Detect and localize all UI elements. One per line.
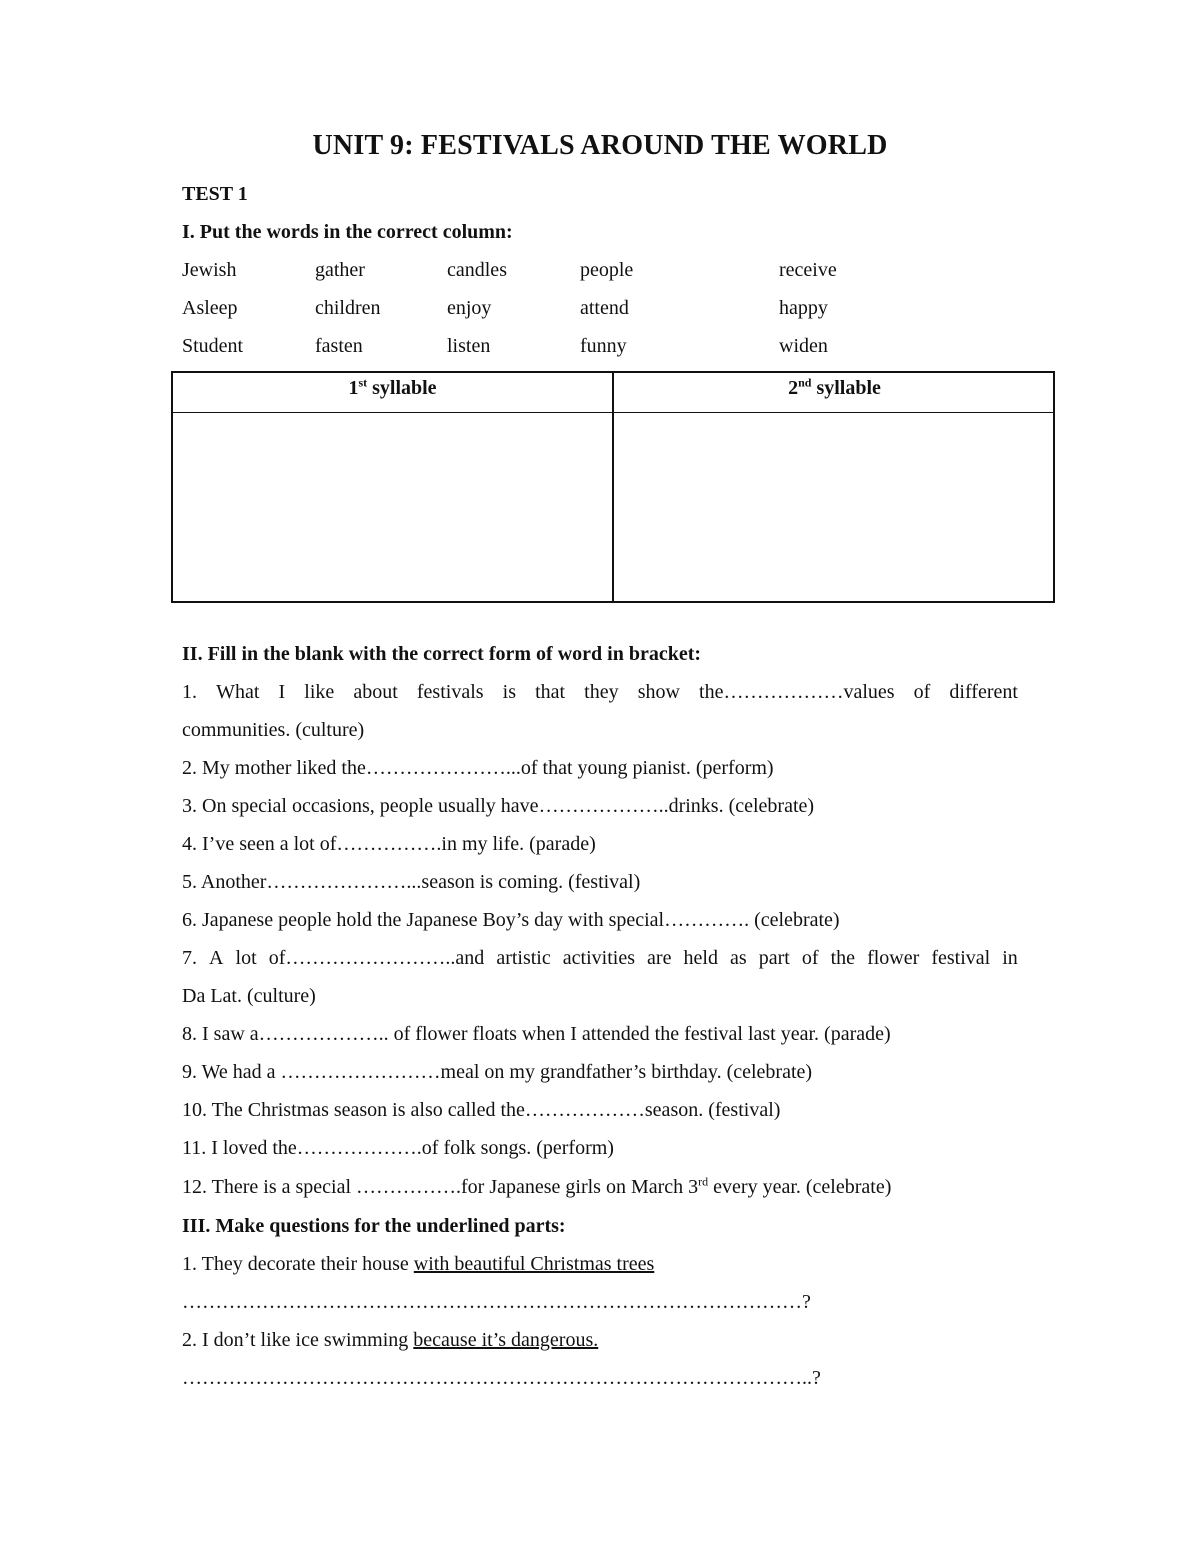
item5: 5. Another…………………...season is coming. (festival): [182, 871, 641, 893]
word: different: [949, 681, 1018, 703]
question2-answer-line[interactable]: …………………………………………………………………………………..?: [182, 1367, 821, 1389]
item4: 4. I’ve seen a lot of…………….in my life. (parade): [182, 833, 596, 855]
word: activities: [562, 947, 635, 969]
item11: 11. I loved the……………….of folk songs. (perform): [182, 1137, 614, 1159]
section1-heading: I. Put the words in the correct column:: [182, 221, 513, 243]
item2: 2. My mother liked the…………………...of that young pianist. (perform): [182, 757, 774, 779]
question2-underlined: because it’s dangerous.: [413, 1329, 599, 1351]
table-header-second-syllable: [614, 377, 1055, 400]
word: gather: [315, 259, 365, 281]
word: 7.: [182, 947, 197, 969]
word: show: [637, 681, 680, 703]
item10: 10. The Christmas season is also called the………………season. (festival): [182, 1099, 781, 1121]
header-number: 1: [348, 377, 359, 399]
word: What: [216, 681, 260, 703]
second-syllable-answer-cell[interactable]: [614, 414, 1053, 601]
word: flower: [867, 947, 920, 969]
word: receive: [779, 259, 837, 281]
page-title: UNIT 9: FESTIVALS AROUND THE WORLD: [312, 130, 888, 161]
word: of: [801, 947, 819, 969]
section2-heading: II. Fill in the blank with the correct form of word in bracket:: [182, 643, 702, 665]
word: lot: [235, 947, 257, 969]
item8: 8. I saw a……………….. of flower floats when I attended the festival last year. (parade): [182, 1023, 891, 1045]
word: Jewish: [182, 259, 237, 281]
item1-line2: communities. (culture): [182, 719, 365, 741]
word: of……………………..and: [268, 947, 485, 969]
syllable-table: [171, 371, 1055, 603]
word-row: [182, 335, 1082, 361]
word-row: [182, 259, 1082, 285]
item12-text-end: every year. (celebrate): [708, 1176, 892, 1198]
question1-underlined: with beautiful Christmas trees: [413, 1253, 655, 1275]
word: funny: [580, 335, 627, 357]
item1-line1: [182, 681, 1018, 704]
question1-answer-line[interactable]: …………………………………………………………………………………?: [182, 1291, 811, 1313]
word: listen: [447, 335, 491, 357]
word: Asleep: [182, 297, 238, 319]
word: Student: [182, 335, 244, 357]
word: they: [584, 681, 619, 703]
header-ordinal: nd: [798, 375, 812, 390]
word: that: [535, 681, 566, 703]
word-row: [182, 297, 1082, 323]
word: about: [353, 681, 398, 703]
question2: [182, 1329, 598, 1352]
word: happy: [779, 297, 828, 319]
word: of: [913, 681, 931, 703]
item9: 9. We had a ……………………meal on my grandfather’s birthday. (celebrate): [182, 1061, 813, 1083]
word: A: [209, 947, 224, 969]
header-ordinal: st: [358, 375, 368, 390]
table-header-divider: [173, 412, 1053, 413]
first-syllable-answer-cell[interactable]: [173, 414, 612, 601]
word: fasten: [315, 335, 363, 357]
table-header-first-syllable: [173, 377, 612, 400]
item7-line2: Da Lat. (culture): [182, 985, 316, 1007]
header-label: syllable: [367, 377, 437, 399]
item12-text: 12. There is a special …………….for Japanese girls on March 3: [182, 1176, 699, 1198]
word: is: [502, 681, 516, 703]
question2-text: 2. I don’t like ice swimming: [182, 1329, 414, 1351]
word: children: [315, 297, 381, 319]
word: the………………values: [699, 681, 895, 703]
item3: 3. On special occasions, people usually have………………..drinks. (celebrate): [182, 795, 815, 817]
word: festivals: [416, 681, 484, 703]
word: festival: [931, 947, 991, 969]
word: widen: [779, 335, 828, 357]
word: like: [304, 681, 335, 703]
word: enjoy: [447, 297, 492, 319]
word: are: [647, 947, 672, 969]
word: artistic: [496, 947, 551, 969]
word: part: [758, 947, 790, 969]
item7-line1: [182, 947, 1018, 970]
word: 1.: [182, 681, 197, 703]
item12: [182, 1176, 891, 1199]
question1: [182, 1253, 654, 1276]
word: people: [580, 259, 634, 281]
word: in: [1002, 947, 1018, 969]
word: I: [278, 681, 286, 703]
word: as: [730, 947, 747, 969]
item6: 6. Japanese people hold the Japanese Boy’s day with special…………. (celebrate): [182, 909, 840, 931]
section3-heading: III. Make questions for the underlined parts:: [182, 1215, 566, 1237]
item12-ordinal: rd: [698, 1174, 709, 1189]
word: the: [830, 947, 856, 969]
word: candles: [447, 259, 507, 281]
header-number: 2: [788, 377, 799, 399]
header-label: syllable: [811, 377, 881, 399]
question1-text: 1. They decorate their house: [182, 1253, 414, 1275]
word: attend: [580, 297, 629, 319]
word: held: [683, 947, 718, 969]
test-label: TEST 1: [182, 183, 248, 205]
